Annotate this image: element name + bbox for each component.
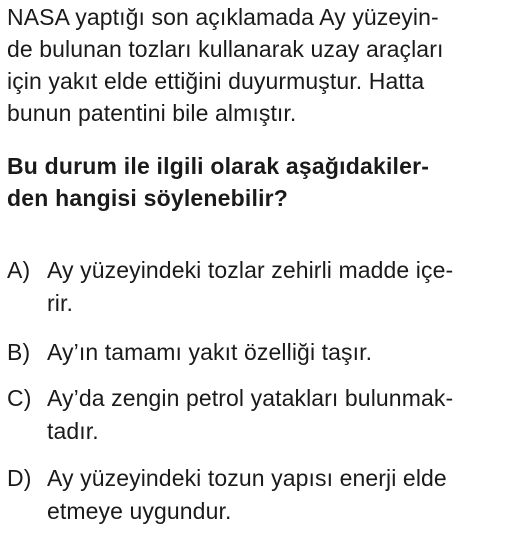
passage-line-3: için yakıt elde ettiğini duyurmuştur. Hatta — [7, 68, 425, 94]
option-a-text-line-2: rir. — [47, 290, 73, 316]
option-d-text-line-2: etmeye uygundur. — [47, 498, 232, 524]
option-a-letter: A) — [7, 257, 31, 283]
option-a — [7, 255, 453, 285]
option-a-text-line-1: Ay yüzeyindeki tozlar zehirli madde içe- — [47, 257, 454, 283]
passage-line-2: de bulunan tozları kullanarak uzay araçları — [7, 36, 444, 62]
option-b — [7, 337, 372, 367]
option-c — [7, 383, 453, 413]
passage-line-4: bunun patentini bile almıştır. — [7, 100, 297, 126]
option-d-letter: D) — [7, 465, 32, 491]
passage-line-1: NASA yaptığı son açıklamada Ay yüzeyin- — [7, 4, 439, 30]
option-c-letter: C) — [7, 385, 32, 411]
option-d — [7, 463, 447, 493]
option-b-text-line-1: Ay’ın tamamı yakıt özelliği taşır. — [47, 339, 373, 365]
question-stem-line-2: den hangisi söylenebilir? — [7, 185, 289, 211]
option-c-text-line-1: Ay’da zengin petrol yatakları bulunmak- — [47, 385, 454, 411]
option-c-text-line-2: tadır. — [47, 418, 99, 444]
option-d-text-line-1: Ay yüzeyindeki tozun yapısı enerji elde — [47, 465, 447, 491]
option-b-letter: B) — [7, 339, 31, 365]
question-stem-line-1: Bu durum ile ilgili olarak aşağıdakiler- — [7, 153, 430, 179]
